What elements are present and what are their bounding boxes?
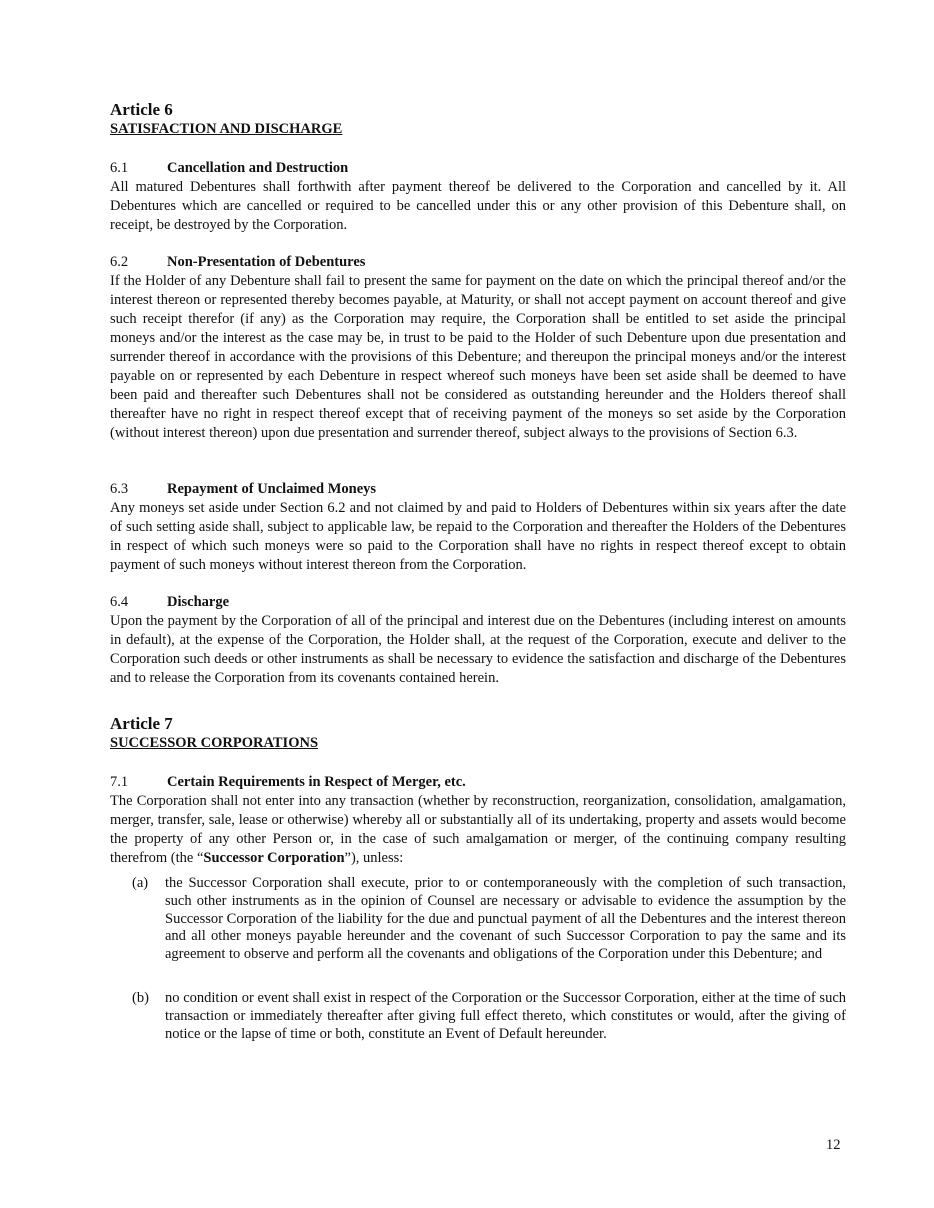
section-heading [110,159,846,178]
page-number: 12 [826,1137,841,1153]
section-title: Repayment of Unclaimed Moneys [167,481,377,497]
body-text: ”), unless: [344,850,404,866]
item-text: the Successor Corporation shall execute, prior to or contemporaneously with the completion of such transaction, such other instruments as in the opinion of Counsel are necessary or advisable to evidence the assumption by the Successor Corporation of the liability for the due and punctual payment of all the Debentures and the interest thereon and all other moneys payable hereunder and the covenant of such Successor Corporation to pay the same and its agreement to observe and perform all the covenants and obligations of the Corporation under this Debenture; and [165,875,846,963]
section-6-1 [110,159,846,235]
article-6-title: Article 6 [110,100,173,119]
section-title: Cancellation and Destruction [167,160,349,176]
section-title: Discharge [167,594,230,610]
list-item [132,990,846,1043]
section-body: Any moneys set aside under Section 6.2 and not claimed by and paid to Holders of Debentures within six years after the date of such setting aside shall, subject to applicable law, be repaid to the Corporation and thereafter the Holders of the Debentures in respect of which such moneys were so paid to the Corporation shall have no rights in respect thereof except to obtain payment of such moneys without interest thereon from the Corporation. [110,500,846,573]
section-heading [110,480,846,499]
section-number: 6.4 [110,594,129,610]
section-title: Certain Requirements in Respect of Merger, etc. [167,774,466,790]
section-6-3 [110,480,846,575]
item-label: (a) [132,875,149,891]
article-7-subtitle: SUCCESSOR CORPORATIONS [110,735,319,751]
item-text: no condition or event shall exist in respect of the Corporation or the Successor Corporation, either at the time of such transaction or immediately thereafter after giving full effect thereto, which constitutes or would, after the giving of notice or the lapse of time or both, constitute an Event of Default hereunder. [165,990,846,1042]
section-heading [110,773,846,792]
section-heading [110,593,846,612]
item-label: (b) [132,990,149,1006]
section-title: Non-Presentation of Debentures [167,254,366,270]
section-number: 6.2 [110,254,129,270]
section-number: 6.3 [110,481,129,497]
defined-term: Successor Corporation [203,850,345,866]
section-body [110,792,846,868]
list-item [132,875,846,964]
section-body: If the Holder of any Debenture shall fail to present the same for payment on the date on which the principal thereof and/or the interest thereon or represented thereby becomes payable, at Maturity, or shall not accept payment on account thereof and give such receipt therefor (if any) as the Corporation may require, the Corporation shall be entitled to set aside the principal moneys and/or the interest as the case may be, in trust to be paid to the Holder of such Debenture upon due presentation and surrender thereof in accordance with the provisions of this Debenture; and thereupon the principal moneys and/or the interest payable on or represented by each Debenture in respect whereof such moneys have been set aside shall be deemed to have been paid and thereafter such Debentures shall not be considered as outstanding hereunder and the Holders thereof shall thereafter have no right in respect thereof except that of receiving payment of the moneys so set aside by the Corporation (without interest thereon) upon due presentation and surrender thereof, subject always to the provisions of Section 6.3. [110,273,846,441]
section-6-2 [110,253,846,443]
section-body: All matured Debentures shall forthwith after payment thereof be delivered to the Corporation and cancelled by it. All Debentures which are cancelled or required to be cancelled under this or any other provision of this Debenture shall, on receipt, be destroyed by the Corporation. [110,179,846,233]
article-6-subtitle: SATISFACTION AND DISCHARGE [110,121,343,137]
section-number: 6.1 [110,160,129,176]
article-7-title: Article 7 [110,714,173,733]
section-number: 7.1 [110,774,129,790]
body-text: The Corporation shall not enter into any transaction (whether by reconstruction, reorganization, consolidation, amalgamation, merger, transfer, sale, lease or otherwise) whereby all or substantially all of its undertaking, property and assets would become the property of any other Person or, in the case of such amalgamation or merger, of the continuing company resulting therefrom (the “ [110,793,846,866]
section-body: Upon the payment by the Corporation of all of the principal and interest due on the Debentures (including interest on amounts in default), at the expense of the Corporation, the Holder shall, at the request of the Corporation, execute and deliver to the Corporation such deeds or other instruments as shall be necessary to evidence the satisfaction and discharge of the Debentures and to release the Corporation from its covenants contained herein. [110,613,846,686]
section-heading [110,253,846,272]
section-7-1 [110,773,846,868]
section-6-4 [110,593,846,688]
